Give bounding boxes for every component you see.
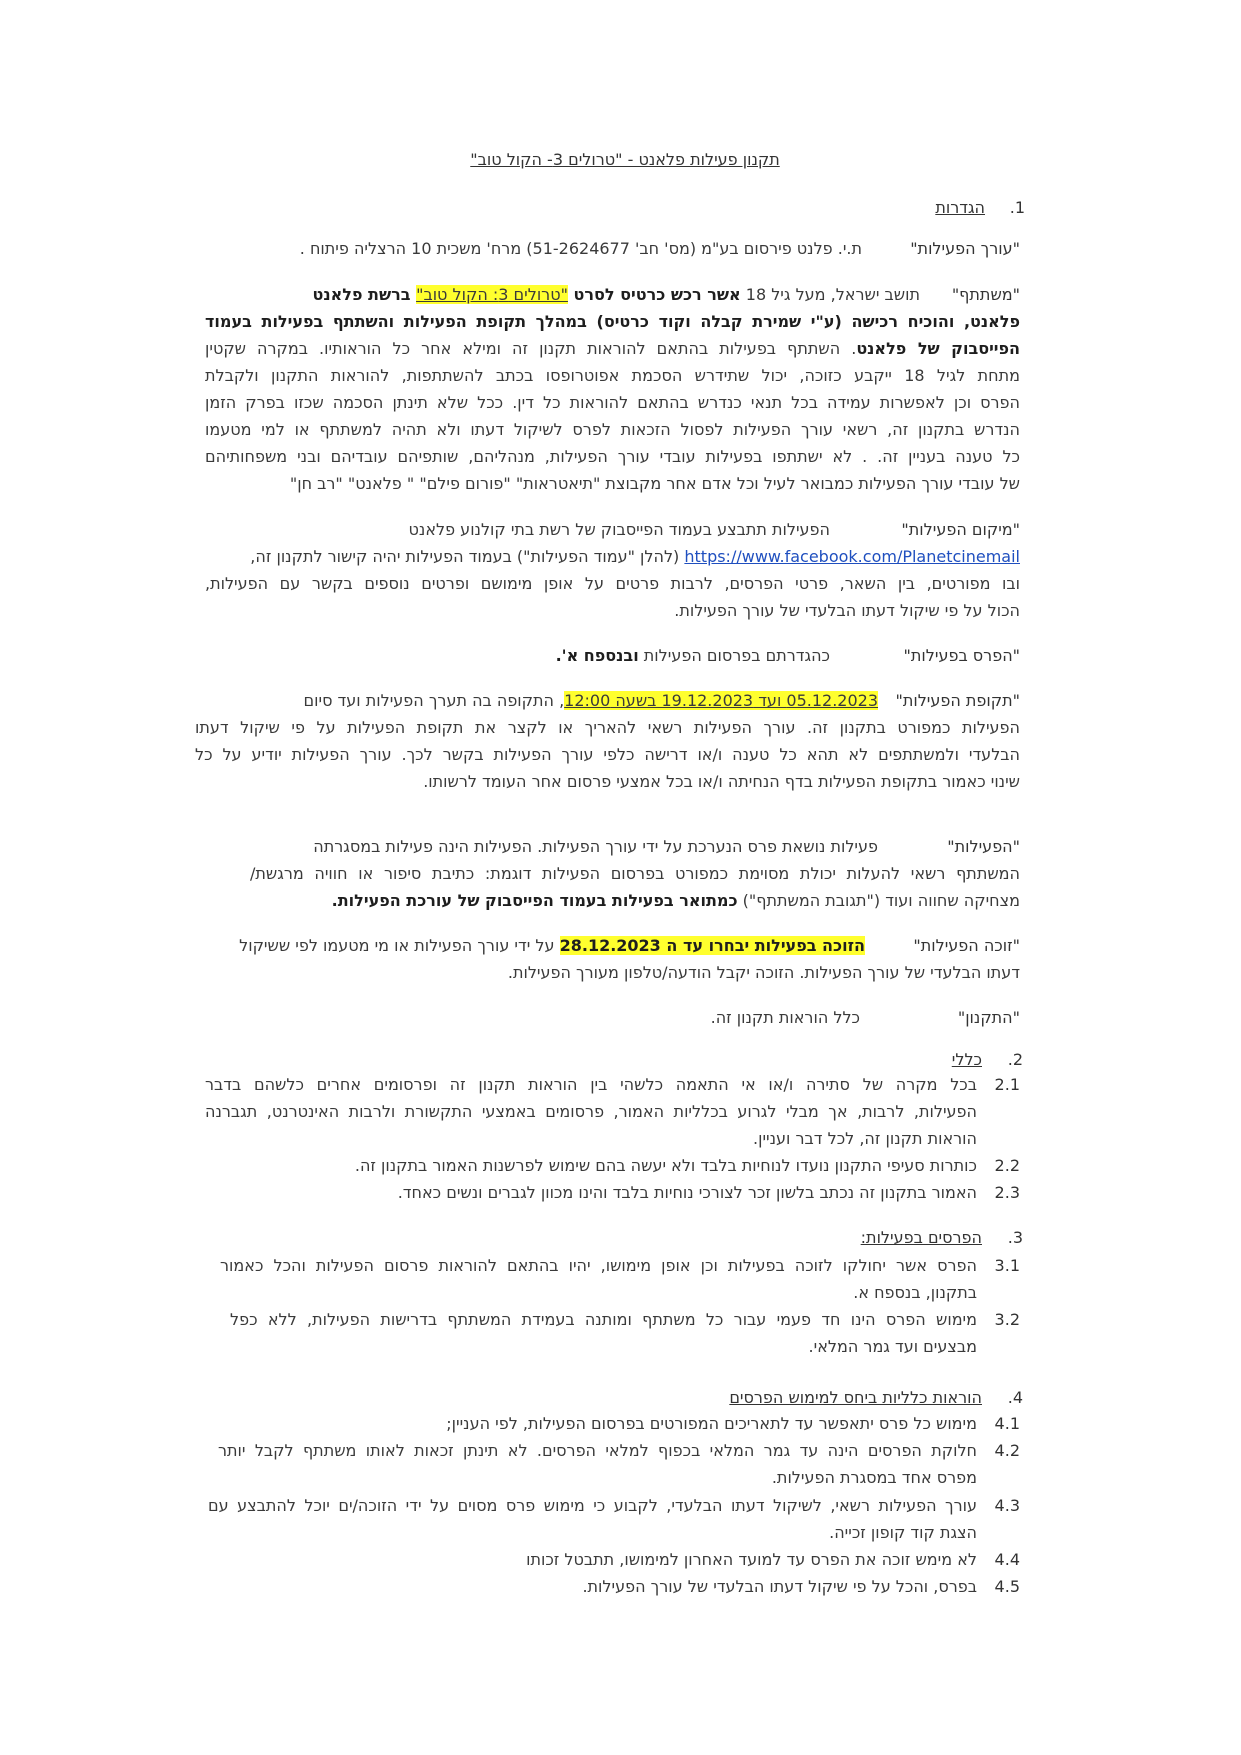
clause-4-1-line-1: מימוש כל פרס יתאפשר עד לתאריכים המפורטים בפרסום הפעילות, לפי העניין;: [446, 1414, 977, 1433]
movie-name-highlight: "טרולים 3: הקול טוב": [416, 285, 568, 304]
clause-3-1-line-1: הפרס אשר יחולקו לזוכה בפעילות וכן אופן מימושו, יהיו בהתאם להוראות פרסום הפעילות והכל כאמור: [220, 1256, 977, 1275]
participant-line-2: פלאנט, והוכיח רכישה (ע"י שמירת קבלה וקוד כרטיס) במהלך תקופת הפעילות והשתתף בפעילות בעמוד: [205, 312, 1020, 331]
facebook-page-bold: הפייסבוק של פלאנט: [856, 339, 1021, 358]
clause-2-1-line-3: הוראות תקנון זה, לכל דבר ועניין.: [753, 1129, 977, 1148]
term-winner: "זוכה הפעילות": [913, 936, 1020, 955]
clause-4-2-line-2: מפרס אחד במסגרת הפעילות.: [771, 1468, 977, 1487]
clause-number: 3.2: [994, 1310, 1020, 1329]
period-text-1: , התקופה בה תערך הפעילות ועד סיום: [303, 691, 565, 710]
participant-text-3: . השתתף בפעילות בהתאם להוראות תקנון זה ומילא אחר כל הוראותיו. במקרה שקטין: [205, 339, 857, 358]
section-number: 4.: [1007, 1388, 1023, 1407]
clause-2-2-line-1: כותרות סעיפי התקנון נועדו לנוחיות בלבד ולא יעשה בהם שימוש לפרשנות האמור בתקנון זה.: [354, 1156, 977, 1175]
section-heading: הפרסים בפעילות:: [860, 1228, 982, 1247]
clause-number: 3.1: [994, 1256, 1020, 1275]
period-line-1: [195, 687, 878, 714]
clause-2-3-line-1: האמור בתקנון זה נכתב בלשון זכר לצורכי נוחיות בלבד והינו מכוון לגברים ונשים כאחד.: [397, 1183, 977, 1202]
appendix-bold: ובנספח א'.: [555, 646, 639, 665]
clause-3-2-line-1: מימוש הפרס הינו חד פעמי עבור כל משתתף ומותנה בעמידת המשתתף בדרישות הפעילות, ללא כפל: [230, 1310, 977, 1329]
location-line-2: [205, 543, 1020, 570]
winner-date-highlight: הזוכה בפעילות יבחרו עד ה 28.12.2023: [559, 936, 865, 955]
prize-text: כהגדרתם בפרסום הפעילות: [638, 646, 830, 665]
clause-3-2-line-2: מבצעים ועד גמר המלאי.: [808, 1337, 977, 1356]
section-heading: כללי: [951, 1050, 982, 1069]
winner-line-2: דעתו הבלעדי של עורך הפעילות. הזוכה יקבל הודעה/טלפון מעורך הפעילות.: [507, 963, 1020, 982]
participant-text: תושב ישראל, מעל גיל 18: [740, 285, 920, 304]
clause-4-3-line-1: עורך הפעילות רשאי, לשיקול דעתו הבלעדי, לקבוע כי מימוש פרס מסוים על ידי הזוכה/ים יוכל להתבצע עם: [208, 1496, 977, 1515]
period-line-4: שינוי כאמור בתקופת הפעילות בדף הנחיתה ו/או בכל אמצעי פרסום אחר העומד לרשותו.: [423, 772, 1020, 791]
clause-4-2-line-1: חלוקת הפרסים הינה עד גמר המלאי בכפוף למלאי הפרסים. לא תינתן זכאות לאותו משתתף לקבל יותר: [218, 1441, 977, 1460]
participant-bold-2: ברשת פלאנט: [312, 285, 417, 304]
clause-4-3-line-2: הצגת קוד קופון זכייה.: [829, 1523, 977, 1542]
clause-number: 2.2: [994, 1156, 1020, 1175]
facebook-link[interactable]: https://www.facebook.com/Planetcinemail: [684, 547, 1020, 566]
section-number: 2.: [1007, 1050, 1023, 1069]
clause-number: 4.4: [994, 1550, 1020, 1569]
activity-line-1: פעילות נושאת פרס הנערכת על ידי עורך הפעילות. הפעילות הינה פעילות במסגרתה: [313, 837, 878, 856]
document-title: תקנון פעילות פלאנט - "טרולים 3- הקול טוב": [470, 150, 780, 169]
term-prize: "הפרס בפעילות": [903, 646, 1020, 665]
participant-line-5: הפרס וכן לאפשרות עמידה בכל תנאי כנדרש בהתאם להוראות כל דין. ככל שלא תינתן הסכמה שכזו בפרק הזמן: [205, 393, 1020, 412]
activity-text-3: מצחיקה שחווה ועוד ("תגובת המשתתף"): [737, 891, 1020, 910]
clause-4-4-line-1: לא מימש זוכה את הפרס עד למועד האחרון למימושו, תתבטל זכותו: [526, 1550, 977, 1569]
clause-2-1-line-1: בכל מקרה של סתירה ו/או אי התאמה כלשהי בין הוראות תקנון זה ופרסומים אחרים כלשהם בדבר: [205, 1075, 977, 1094]
period-line-2: הפעילות כמפורט בתקנון זה. עורך הפעילות רשאי להאריך או לקצר את תקופת הפעילות על פי שיקול דעתו: [195, 718, 1020, 737]
clause-number: 2.1: [994, 1075, 1020, 1094]
section-number: 1.: [1009, 198, 1025, 217]
term-activity: "הפעילות": [947, 837, 1020, 856]
winner-text-1: על ידי עורך הפעילות או מי מטעמו לפי ששיקול: [239, 936, 560, 955]
term-location: "מיקום הפעילות": [901, 520, 1020, 539]
period-dates-highlight: 05.12.2023 ועד 19.12.2023 בשעה 12:00: [564, 691, 878, 710]
term-organizer: "עורך הפעילות": [910, 239, 1020, 258]
participant-line-7: כל טענה בעניין זה. . לא ישתתפו בפעילות עובדי עורך הפעילות, מנהליהם, שותפיהם עובדיהם ובני משפחותיהם: [205, 447, 1020, 466]
participant-line-6: הנדרש בתקנון זה, רשאי עורך הפעילות לפסול הזכאות לפרס לשיקול דעתו ולא תהיה למשתתף או למי מטעמו: [205, 420, 1020, 439]
location-line-3: ובו מפורטים, בין השאר, פרטי הפרסים, לרבות פרטים על אופן מימושם ופרטים נוספים בקשר עם הפעילות,: [205, 574, 1020, 593]
clause-2-1-line-2: הפעילות, לרבות, אך מבלי לגרוע בכלליות האמור, פרסומים באמצעי התקשורת ולרבות האינטרנט, תגברנה: [205, 1102, 977, 1121]
activity-line-2: המשתתף רשאי להעלות יכולת מסוימת כמפורט בפרסום הפעילות דוגמת: כתיבת סיפור או חוויה מרגשת/: [250, 864, 1020, 883]
clause-3-1-line-2: בתקנון, בנספח א.: [853, 1283, 977, 1302]
location-line-1: הפעילות תתבצע בעמוד הפייסבוק של רשת בתי קולנוע פלאנט: [408, 520, 830, 539]
period-line-3: הבלעדי ולמשתתפים לא תהא כל טענה ו/או דרישה כלפי עורך הפעילות בקשר לכך. עורך הפעילות יודיע על כל: [195, 745, 1020, 764]
participant-line-4: מתחת לגיל 18 ייקבע כזוכה, יכול שתידרש הסכמת אפוטרופסו בכתב להשתתפות, להוראות התקנון ולקבלת: [205, 366, 1020, 385]
section-heading: הגדרות: [935, 198, 985, 217]
prize-definition: [420, 642, 830, 669]
term-period: "תקופת הפעילות": [895, 691, 1020, 710]
term-rules: "התקנון": [957, 1008, 1020, 1027]
section-heading: הוראות כלליות ביחס למימוש הפרסים: [729, 1388, 982, 1407]
section-number: 3.: [1007, 1228, 1023, 1247]
participant-line-8: של עובדי עורך הפעילות כמבואר לעיל וכל אדם אחר מקבוצת "תיאטראות" "פורום פילם" " פלאנט" "רב חן": [289, 474, 1020, 493]
clause-number: 4.2: [994, 1441, 1020, 1460]
organizer-definition: ת.י. פלנט פירסום בע"מ (מס' חב' 51-2624677) מרח' משכית 10 הרצליה פיתוח .: [299, 239, 862, 258]
participant-line-3: [205, 335, 1020, 362]
winner-line-1: [200, 932, 865, 959]
participant-line-1: [232, 281, 920, 308]
clause-number: 2.3: [994, 1183, 1020, 1202]
location-line-4: הכול על פי שיקול דעתו הבלעדי של עורך הפעילות.: [674, 601, 1020, 620]
clause-4-5-line-1: בפרס, והכל על פי שיקול דעתו הבלעדי של עורך הפעילות.: [582, 1577, 977, 1596]
clause-number: 4.3: [994, 1496, 1020, 1515]
location-text-2: (להלן "עמוד הפעילות") בעמוד הפעילות יהיה קישור לתקנון זה,: [250, 547, 685, 566]
activity-bold: כמתואר בפעילות בעמוד הפייסבוק של עורכת הפעילות.: [331, 891, 738, 910]
participant-bold: אשר רכש כרטיס לסרט: [567, 285, 741, 304]
rules-definition: כלל הוראות תקנון זה.: [710, 1008, 860, 1027]
clause-number: 4.1: [994, 1414, 1020, 1433]
activity-line-3: [250, 887, 1020, 914]
term-participant: "משתתף": [951, 285, 1020, 304]
clause-number: 4.5: [994, 1577, 1020, 1596]
